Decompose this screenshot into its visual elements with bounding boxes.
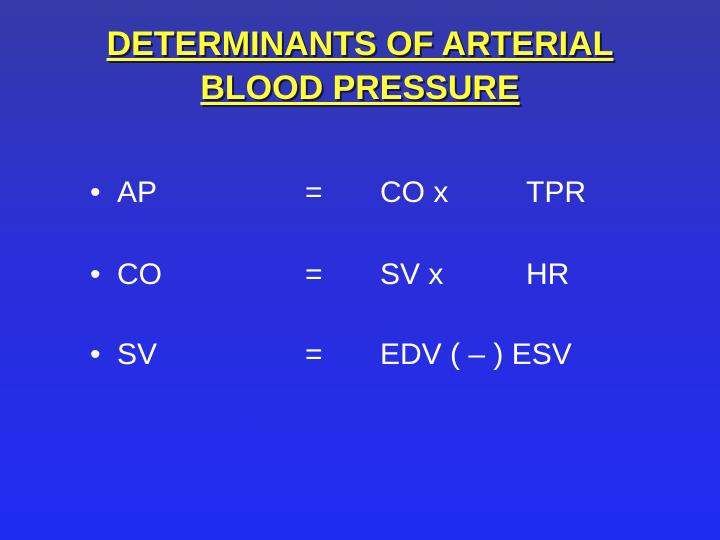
equals-sign: = [305, 338, 323, 371]
equation-rhs: SV x [380, 258, 444, 291]
equals-sign: = [305, 258, 323, 291]
equation-lhs: SV [117, 338, 158, 371]
equation-lhs: CO [117, 258, 162, 291]
equation-rhs-term: HR [526, 258, 570, 291]
equation-row-ap [0, 171, 720, 215]
equals-sign: = [305, 176, 323, 209]
bullet-icon: • [90, 258, 101, 291]
slide-title [0, 22, 720, 110]
equation-lhs: AP [117, 176, 158, 209]
title-line-1: DETERMINANTS OF ARTERIAL [106, 25, 614, 63]
equation-row-co [0, 253, 720, 297]
title-line-2: BLOOD PRESSURE [200, 69, 520, 107]
bullet-icon: • [90, 176, 101, 209]
equation-rhs: CO x [380, 176, 449, 209]
equation-rhs: EDV ( – ) ESV [380, 338, 572, 371]
equation-rhs-term: TPR [526, 176, 586, 209]
equation-row-sv [0, 333, 720, 377]
bullet-icon: • [90, 338, 101, 371]
